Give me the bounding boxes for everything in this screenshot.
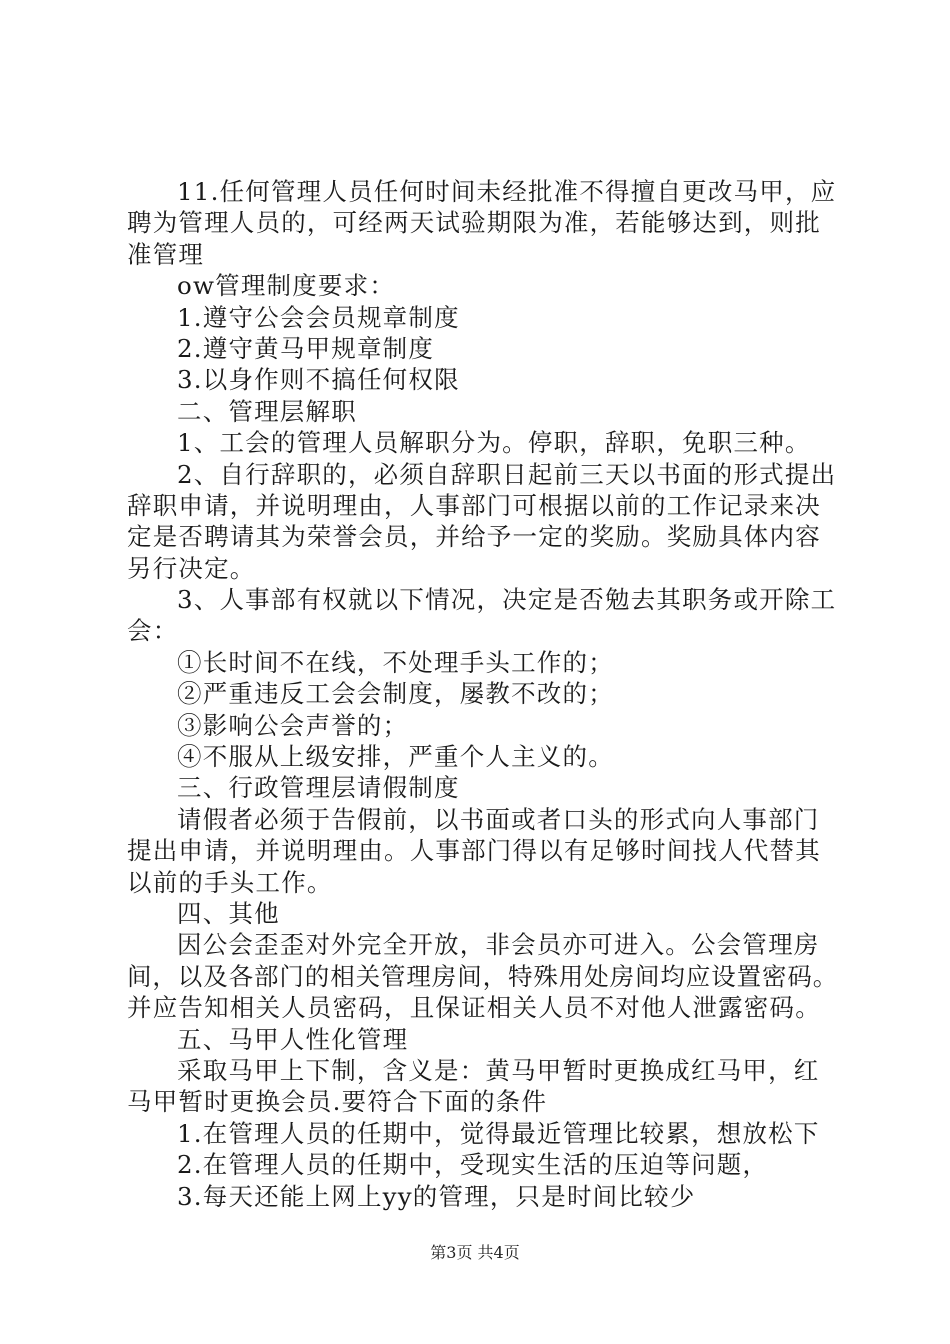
document-body bbox=[127, 176, 839, 1212]
text-line: 1、工会的管理人员解职分为。停职，辞职，免职三种。 bbox=[177, 428, 811, 458]
text-line: 11.任何管理人员任何时间未经批准不得擅自更改马甲，应 bbox=[177, 177, 837, 206]
text-line: 准管理 bbox=[127, 239, 205, 269]
text-line: 辞职申请，并说明理由，人事部门可根据以前的工作记录来决 bbox=[127, 490, 821, 520]
text-line: 另行决定。 bbox=[127, 553, 256, 583]
text-line: 1.在管理人员的任期中，觉得最近管理比较累，想放松下 bbox=[177, 1118, 820, 1148]
text-line: 马甲暂时更换会员.要符合下面的条件 bbox=[127, 1087, 548, 1117]
text-line: 3.每天还能上网上yy的管理，只是时间比较少 bbox=[177, 1181, 696, 1211]
text-line: 2.在管理人员的任期中，受现实生活的压迫等问题， bbox=[177, 1150, 769, 1180]
text-line: 五、马甲人性化管理 bbox=[177, 1024, 409, 1054]
text-line: 3.以身作则不搞任何权限 bbox=[177, 365, 460, 395]
text-line: 2、自行辞职的，必须自辞职日起前三天以书面的形式提出 bbox=[177, 459, 837, 489]
text-line: 三、行政管理层请假制度 bbox=[177, 773, 460, 803]
text-line: 因公会歪歪对外完全开放，非会员亦可进入。公会管理房 bbox=[177, 930, 820, 960]
text-line: ①长时间不在线，不处理手头工作的； bbox=[177, 647, 614, 677]
text-line: 二、管理层解职 bbox=[177, 396, 357, 426]
text-line: 间，以及各部门的相关管理房间，特殊用处房间均应设置密码。 bbox=[127, 961, 839, 991]
text-line: ④不服从上级安排，严重个人主义的。 bbox=[177, 742, 614, 772]
text-line: 采取马甲上下制，含义是：黄马甲暂时更换成红马甲，红 bbox=[177, 1055, 820, 1085]
page-footer: 第3页 共4页 bbox=[430, 1243, 520, 1262]
text-line: 会： bbox=[127, 616, 179, 646]
text-line: 1.遵守公会会员规章制度 bbox=[177, 302, 460, 332]
text-line: 以前的手头工作。 bbox=[127, 867, 333, 897]
text-line: 请假者必须于告假前，以书面或者口头的形式向人事部门 bbox=[177, 804, 820, 834]
text-line: ②严重违反工会会制度，屡教不改的； bbox=[177, 679, 614, 709]
text-line: 2.遵守黄马甲规章制度 bbox=[177, 333, 435, 363]
text-line: 3、人事部有权就以下情况，决定是否勉去其职务或开除工 bbox=[177, 585, 837, 615]
text-line: ow管理制度要求： bbox=[177, 271, 396, 301]
text-line: 聘为管理人员的，可经两天试验期限为准，若能够达到，则批 bbox=[127, 208, 821, 238]
text-line: 定是否聘请其为荣誉会员，并给予一定的奖励。奖励具体内容 bbox=[127, 522, 821, 552]
text-line: 并应告知相关人员密码，且保证相关人员不对他人泄露密码。 bbox=[127, 993, 821, 1023]
text-line: 提出申请，并说明理由。人事部门得以有足够时间找人代替其 bbox=[127, 836, 821, 866]
text-line: 四、其他 bbox=[177, 898, 280, 928]
text-line: ③影响公会声誉的； bbox=[177, 710, 409, 740]
